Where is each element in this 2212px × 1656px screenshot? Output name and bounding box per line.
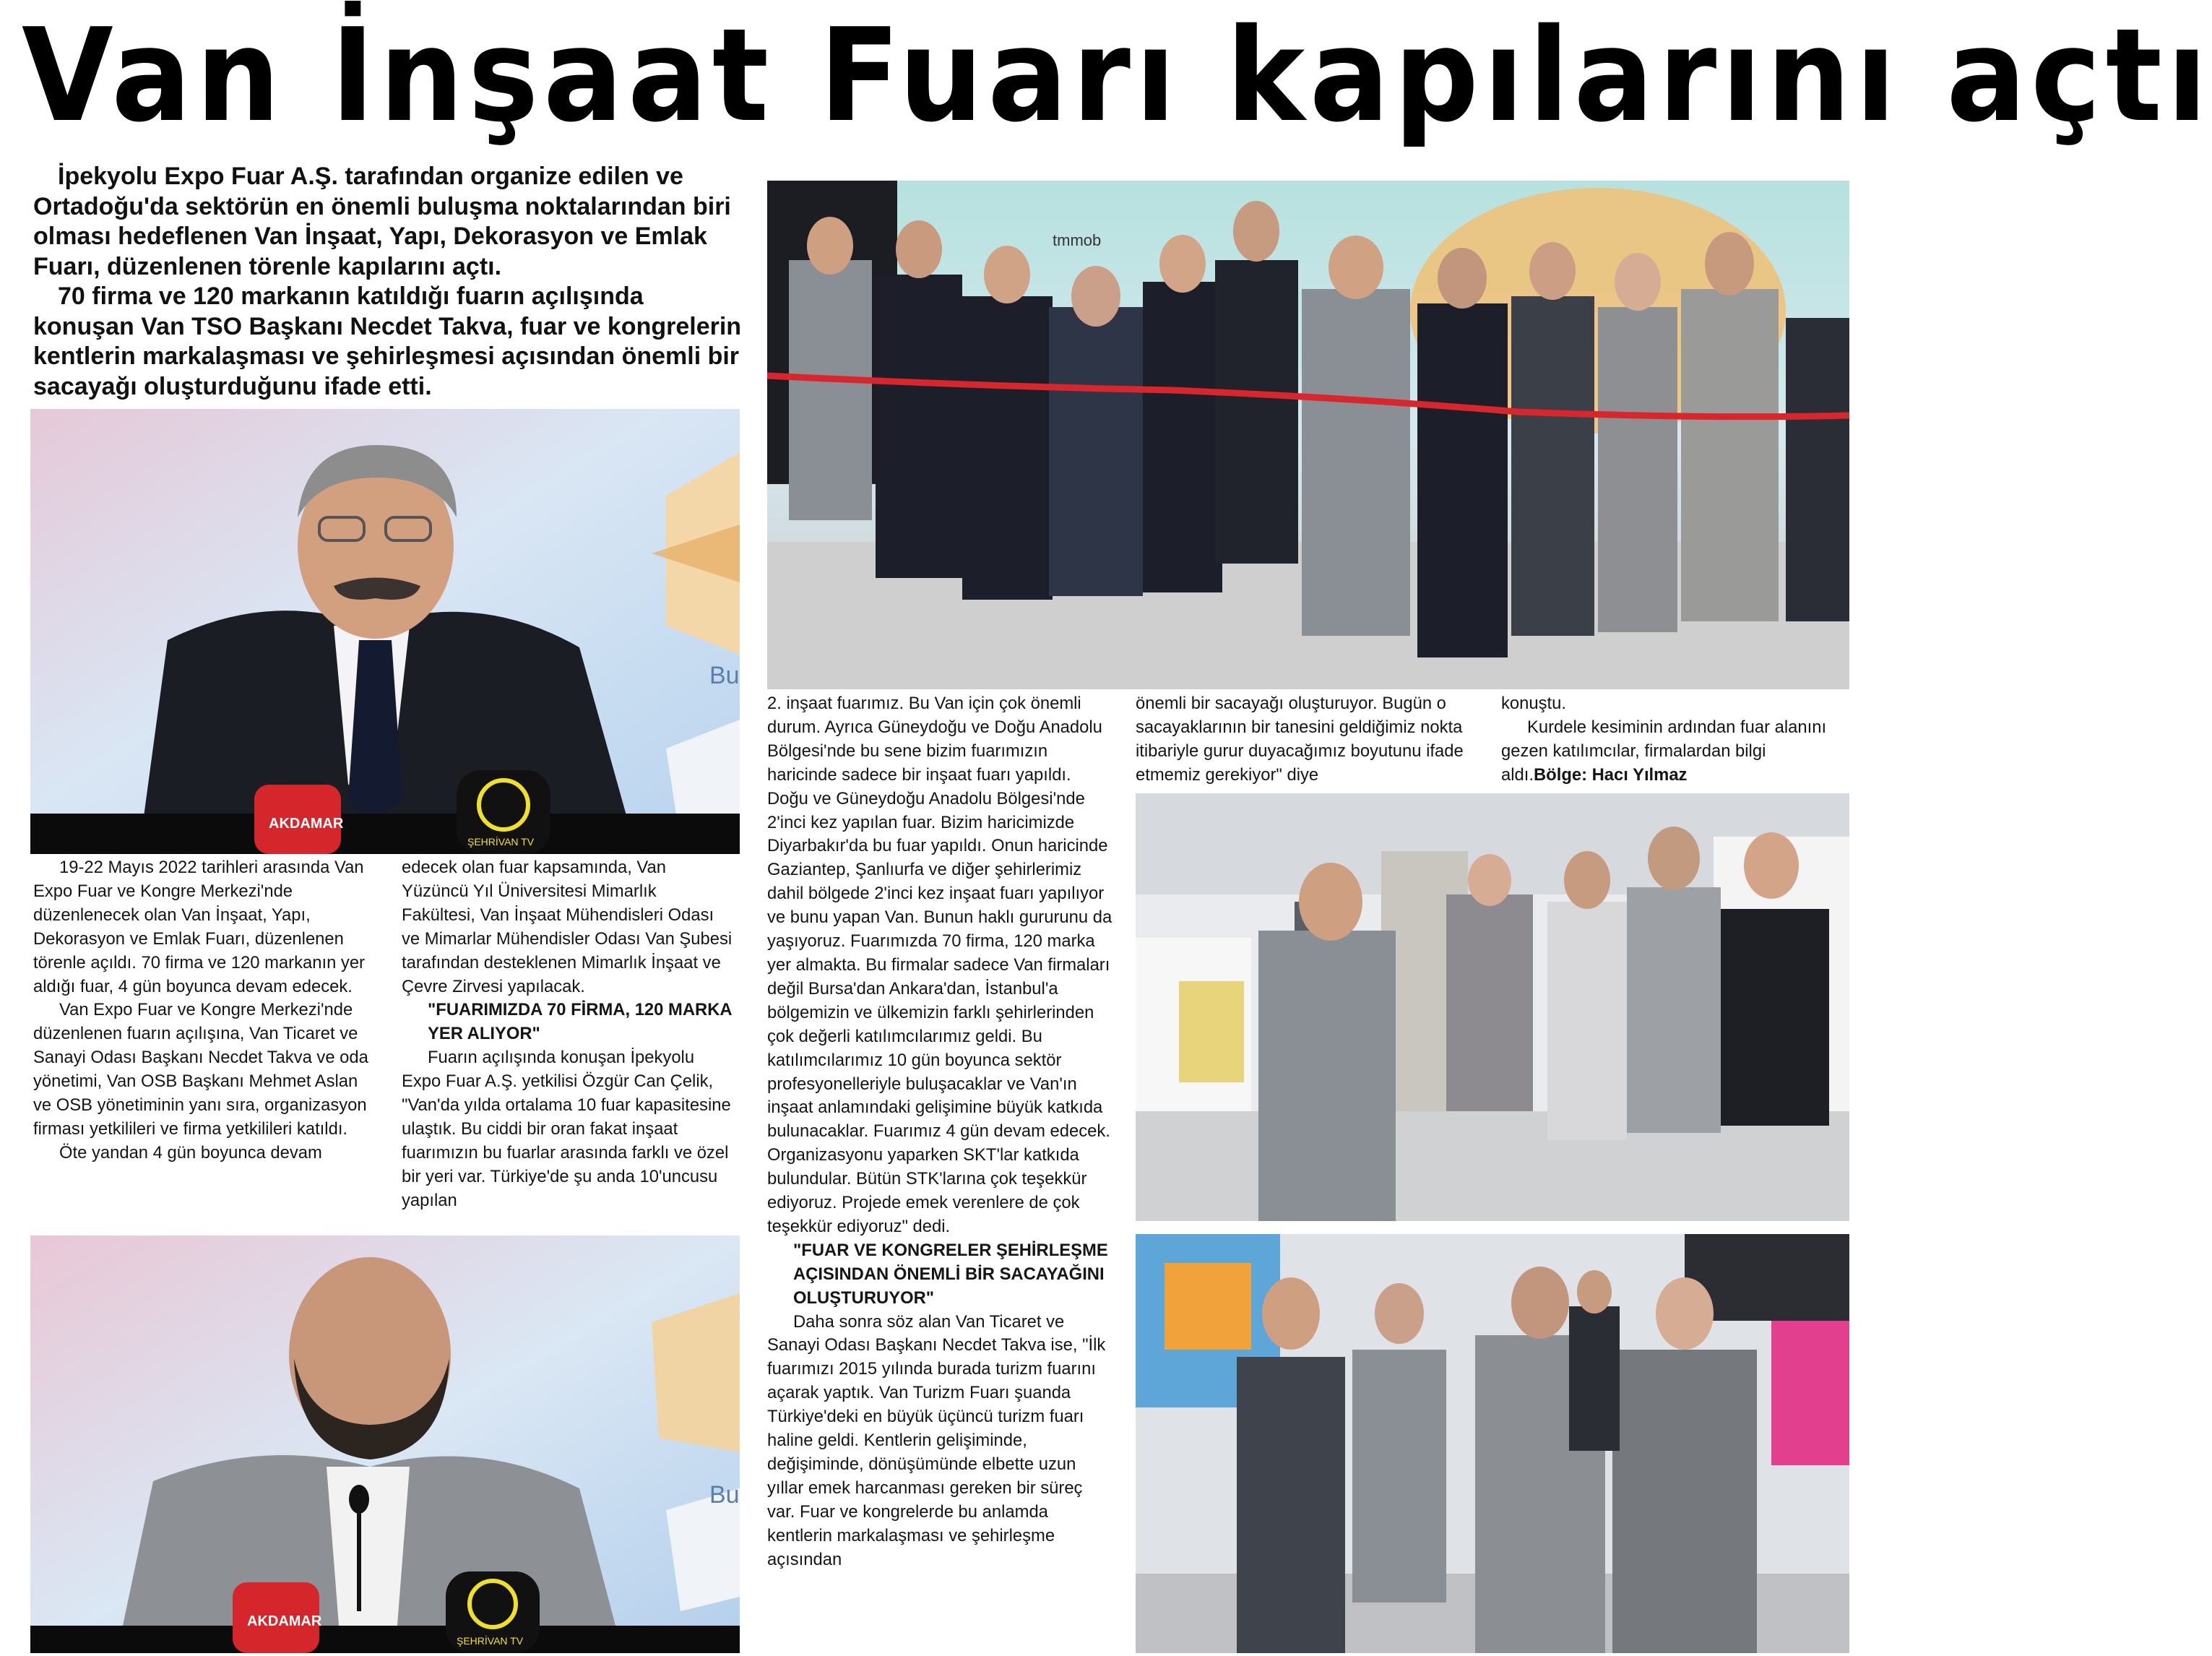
article-column-2 xyxy=(402,856,733,1213)
paragraph: 19-22 Mayıs 2022 tarihleri arasında Van Expo Fuar ve Kongre Merkezi'nde düzenlenecek olan Van İnşaat, Yapı, Dekorasyon ve Emlak Fuarı, düzenlenen törenle açıldı. 70 firma ve 120 markanın yer aldığı fuar, 4 gün boyunca devam edecek. xyxy=(33,858,365,996)
paragraph: Öte yandan 4 gün boyunca devam xyxy=(59,1142,322,1163)
paragraph: Daha sonra söz alan Van Ticaret ve Sanayi Odası Başkanı Necdet Takva ise, "İlk fuarımızı 2015 yılında burada turizm fuarını açarak yaptık. Van Turizm Fuarı şuanda Türkiye'deki en büyük üçüncü turizm fuarı haline geldi. Kentlerin gelişiminde, değişiminde, dönüşümünde elbette uzun yıllar emek harcanması gereken bir süreç var. Fuar ve kongrelerde bu anlamda kentlerin markalaşması ve şehirleşme açısından xyxy=(767,1311,1106,1569)
photo-credit: Bölge: Hacı Yılmaz xyxy=(1533,764,1688,785)
backdrop-text: Bu xyxy=(709,1481,740,1509)
lead-paragraph: 70 firma ve 120 markanın katıldığı fuarın açılışında konuşan Van TSO Başkanı Necdet Takva, fuar ve kongrelerin kentlerin markalaşması ve şehirleşmesi açısından önemli bir sacayağı oluşturduğunu ifade etti. xyxy=(33,283,742,400)
article-column-1 xyxy=(33,856,377,1165)
paragraph: Fuarın açılışında konuşan İpekyolu Expo Fuar A.Ş. yetkilisi Özgür Can Çelik, "Van'da yılda ortalama 10 fuar kapasitesine ulaştık. Bu ciddi bir oran fakat inşaat fuarımızın bu fuarlar arasında farklı ve özel bir yeri var. Türkiye'de şu anda 10'uncusu yapılan xyxy=(402,1048,731,1210)
mic-logo-akdamar: AKDAMAR xyxy=(247,1613,322,1629)
paragraph: Van Expo Fuar ve Kongre Merkezi'nde düzenlenen fuarın açılışına, Van Ticaret ve Sanayi Odası Başkanı Necdet Takva ve oda yönetimi, Van OSB Başkanı Mehmet Aslan ve OSB yönetiminin yanı sıra, organizasyon firması yetkilileri ve firma yetkilileri katıldı. xyxy=(33,1000,368,1139)
fair-tour-photo-2 xyxy=(1136,1234,1849,1653)
subheading: "FUARIMIZDA 70 FİRMA, 120 MARKA YER ALIYOR" xyxy=(428,1000,732,1044)
mic-logo-sehrivan: ŞEHRİVAN TV xyxy=(467,836,535,848)
speaker-photo-1 xyxy=(30,409,740,854)
paragraph: 2. inşaat fuarımız. Bu Van için çok önemli durum. Ayrıca Güneydoğu ve Doğu Anadolu Bölgesi'nde bu sene bizim fuarımızın haricinde sadece bir inşaat fuarı yapıldı. Doğu ve Güneydoğu Anadolu Bölgesi'nde 2'inci kez yapılan fuar. Bizim haricimizde Diyarbakır'da bu fuar yapıldı. Onun haricinde Gaziantep, Şanlıurfa ve diğer şehirlerimiz dahil bölgede 2'inci kez inşaat fuarı yapılıyor ve bunu yapan Van. Bunun haklı gururunu da yaşıyoruz. Fuarımızda 70 firma, 120 marka yer almakta. Bu firmalar sadece Van firmaları değil Bursa'dan Ankara'dan, İstanbul'a bölgemizin ve ülkemizin farklı şehirlerinden çok değerli katılımcılarımız geldi. Bu katılımcılarımız 10 gün boyunca sektör profesyonelleriyle buluşacaklar ve Van'ın inşaat anlamındaki gelişimine büyük katkıda bulunacaklar. Fuarımız 4 gün devam edecek. Organizasyonu yaparken SKT'lar katkıda bulundular. Bütün STK'larına çok teşekkür ediyoruz. Projede emek verenlere de çok teşekkür ediyoruz" dedi. xyxy=(767,694,1113,1236)
paragraph-text: Kurdele kesiminin ardından fuar alanını gezen katılımcılar, firmalardan bilgi aldı. xyxy=(1501,717,1827,785)
speaker-photo-2 xyxy=(30,1235,740,1653)
headline: Van İnşaat Fuarı kapılarını açtı xyxy=(22,1,2212,150)
lead-text xyxy=(33,162,744,402)
banner-logo: tmmob xyxy=(1053,231,1102,249)
fair-tour-photo-1 xyxy=(1136,793,1849,1221)
paragraph: konuştu. xyxy=(1501,694,1566,713)
paragraph xyxy=(1501,716,1844,788)
backdrop-text: Bu xyxy=(709,662,740,689)
subheading: "FUAR VE KONGRELER ŞEHİRLEŞME AÇISINDAN ÖNEMLİ BİR SACAYAĞINI OLUŞTURUYOR" xyxy=(793,1240,1108,1308)
ribbon-cutting-photo xyxy=(767,181,1849,689)
article-column-3 xyxy=(767,692,1113,1572)
article-column-4 xyxy=(1136,692,1482,788)
paragraph: edecek olan fuar kapsamında, Van Yüzüncü Yıl Üniversitesi Mimarlık Fakültesi, Van İnşaat Mühendisleri Odası ve Mimarlar Mühendisler Odası Van Şubesi tarafından desteklenen Mimarlık İnşaat ve Çevre Zirvesi yapılacak. xyxy=(402,858,733,996)
mic-logo-sehrivan: ŞEHRİVAN TV xyxy=(457,1635,524,1647)
paragraph: önemli bir sacayağı oluşturuyor. Bugün o sacayaklarının bir tanesini geldiğimiz nokta itibariyle gurur duyacağımız boyutunu ifade etmemiz gerekiyor" diye xyxy=(1136,694,1464,785)
article-column-5 xyxy=(1501,692,1844,788)
lead-paragraph: İpekyolu Expo Fuar A.Ş. tarafından organize edilen ve Ortadoğu'da sektörün en önemli buluşma noktalarından biri olması hedeflenen Van İnşaat, Yapı, Dekorasyon ve Emlak Fuarı, düzenlenen törenle kapılarını açtı. xyxy=(33,163,731,280)
mic-logo-akdamar: AKDAMAR xyxy=(269,816,344,832)
